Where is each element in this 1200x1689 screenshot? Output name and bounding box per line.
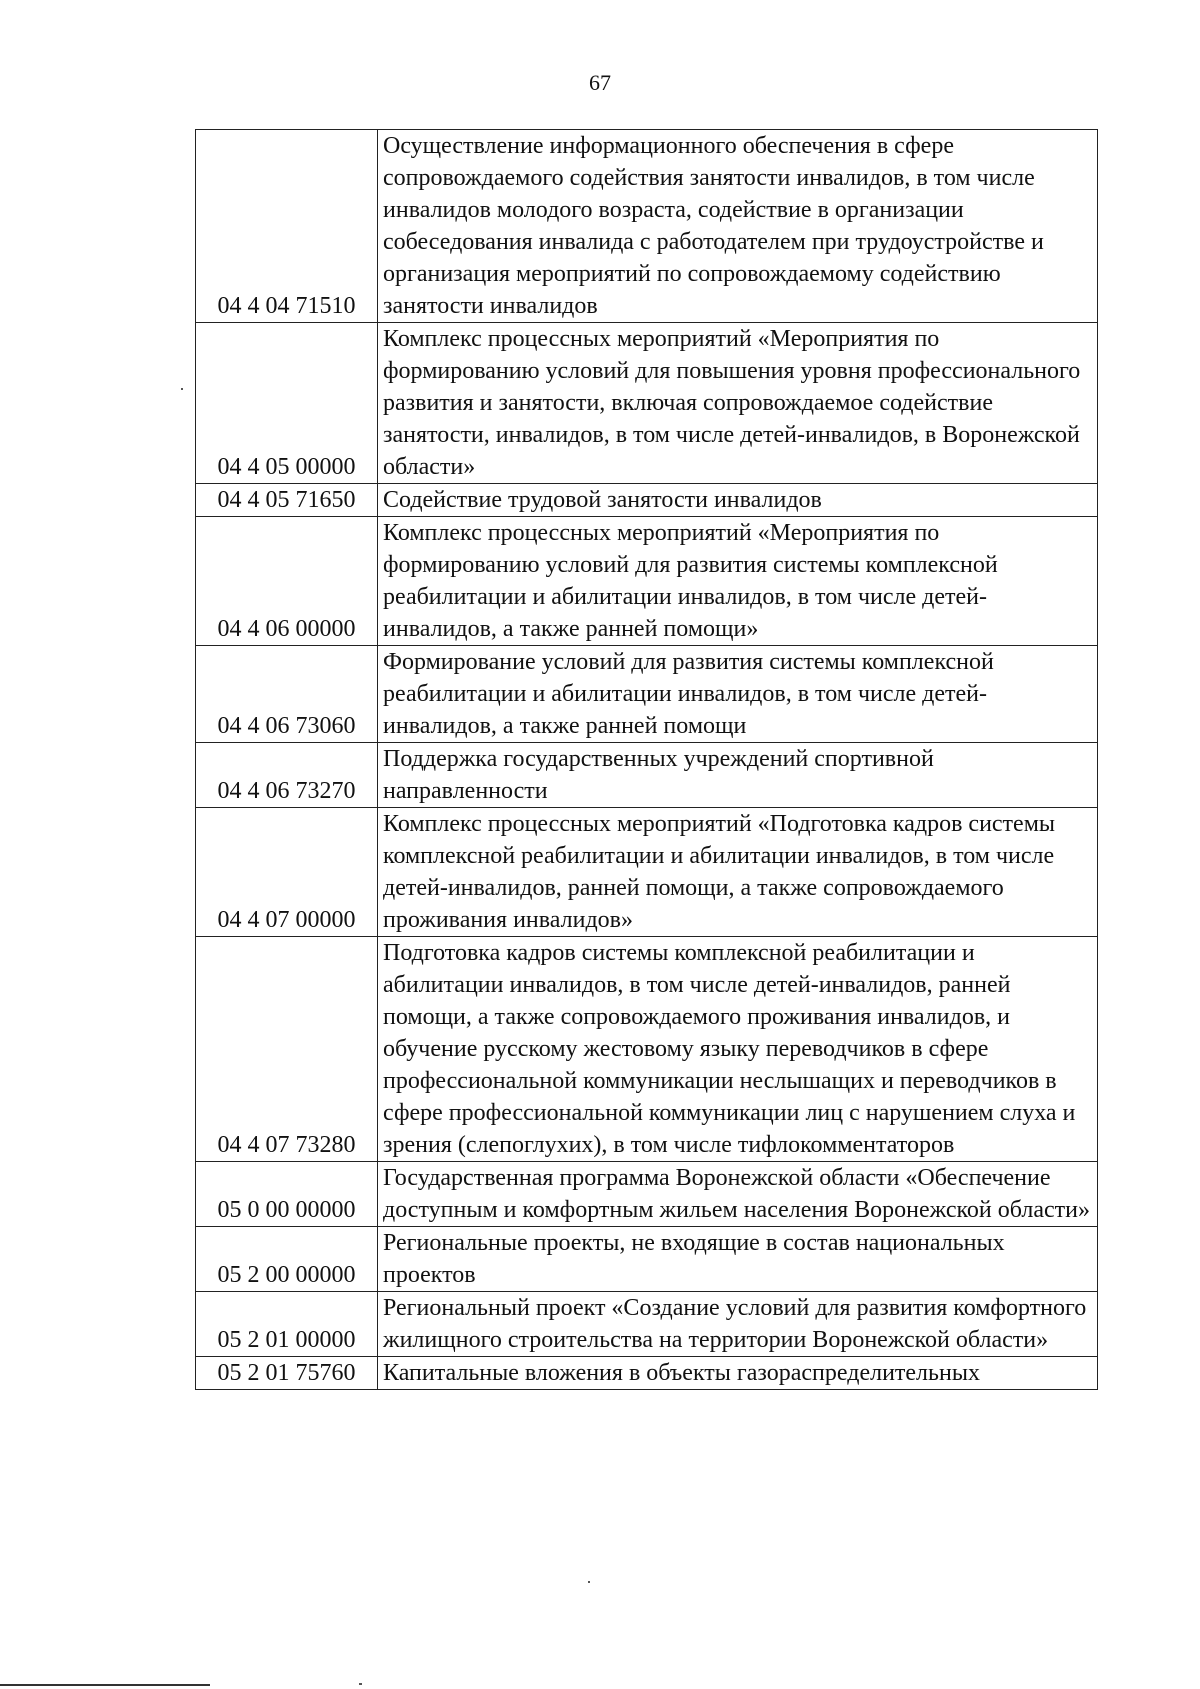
row-description: Государственная программа Воронежской области «Обеспечение доступным и комфортным жильем населения Воронежской области» bbox=[378, 1162, 1098, 1227]
table-row bbox=[196, 323, 1098, 484]
row-description: Комплекс процессных мероприятий «Мероприятия по формированию условий для развития системы комплексной реабилитации и абилитации инвалидов, в том числе детей-инвалидов, а также ранней помощи» bbox=[378, 517, 1098, 646]
row-description: Формирование условий для развития системы комплексной реабилитации и абилитации инвалидов, в том числе детей-инвалидов, а также ранней помощи bbox=[378, 646, 1098, 743]
row-code: 04 4 06 00000 bbox=[196, 517, 378, 646]
table-row bbox=[196, 937, 1098, 1162]
budget-classification-table bbox=[195, 129, 1098, 1390]
row-code: 04 4 04 71510 bbox=[196, 130, 378, 323]
row-description: Поддержка государственных учреждений спортивной направленности bbox=[378, 743, 1098, 808]
scan-speck bbox=[588, 1581, 590, 1583]
table-row bbox=[196, 517, 1098, 646]
row-description: Подготовка кадров системы комплексной реабилитации и абилитации инвалидов, в том числе детей-инвалидов, ранней помощи, а также сопровождаемого проживания инвалидов, и обучение русскому жестовому языку переводчиков в сфере профессиональной коммуникации неслышащих и переводчиков в сфере профессиональной коммуникации лиц с нарушением слуха и зрения (слепоглухих), в том числе тифлокомментаторов bbox=[378, 937, 1098, 1162]
row-description: Осуществление информационного обеспечения в сфере сопровождаемого содействия занятости инвалидов, в том числе инвалидов молодого возраста, содействие в организации собеседования инвалида с работодателем при трудоустройстве и организация мероприятий по сопровождаемому содействию занятости инвалидов bbox=[378, 130, 1098, 323]
table-row bbox=[196, 130, 1098, 323]
row-code: 05 2 01 00000 bbox=[196, 1292, 378, 1357]
table-row bbox=[196, 646, 1098, 743]
row-code: 04 4 07 00000 bbox=[196, 808, 378, 937]
table-row bbox=[196, 808, 1098, 937]
row-code: 04 4 07 73280 bbox=[196, 937, 378, 1162]
row-code: 05 0 00 00000 bbox=[196, 1162, 378, 1227]
table-row bbox=[196, 1357, 1098, 1390]
row-code: 04 4 05 00000 bbox=[196, 323, 378, 484]
row-description: Региональные проекты, не входящие в состав национальных проектов bbox=[378, 1227, 1098, 1292]
row-description: Комплекс процессных мероприятий «Подготовка кадров системы комплексной реабилитации и абилитации инвалидов, в том числе детей-инвалидов, ранней помощи, а также сопровождаемого проживания инвалидов» bbox=[378, 808, 1098, 937]
row-code: 05 2 01 75760 bbox=[196, 1357, 378, 1390]
row-description: Содействие трудовой занятости инвалидов bbox=[378, 484, 1098, 517]
row-description: Комплекс процессных мероприятий «Мероприятия по формированию условий для повышения уровня профессионального развития и занятости, включая сопровождаемое содействие занятости, инвалидов, в том числе детей-инвалидов, в Воронежской области» bbox=[378, 323, 1098, 484]
row-description: Капитальные вложения в объекты газораспределительных bbox=[378, 1357, 1098, 1390]
row-code: 04 4 06 73270 bbox=[196, 743, 378, 808]
table-row bbox=[196, 743, 1098, 808]
table-row bbox=[196, 484, 1098, 517]
table-row bbox=[196, 1292, 1098, 1357]
scan-edge-line bbox=[0, 1684, 210, 1686]
row-code: 05 2 00 00000 bbox=[196, 1227, 378, 1292]
row-description: Региональный проект «Создание условий для развития комфортного жилищного строительства на территории Воронежской области» bbox=[378, 1292, 1098, 1357]
row-code: 04 4 05 71650 bbox=[196, 484, 378, 517]
page-number: 67 bbox=[589, 70, 611, 95]
table-row bbox=[196, 1227, 1098, 1292]
scan-speck bbox=[359, 1683, 362, 1685]
table-row bbox=[196, 1162, 1098, 1227]
scan-speck bbox=[181, 388, 183, 390]
row-code: 04 4 06 73060 bbox=[196, 646, 378, 743]
